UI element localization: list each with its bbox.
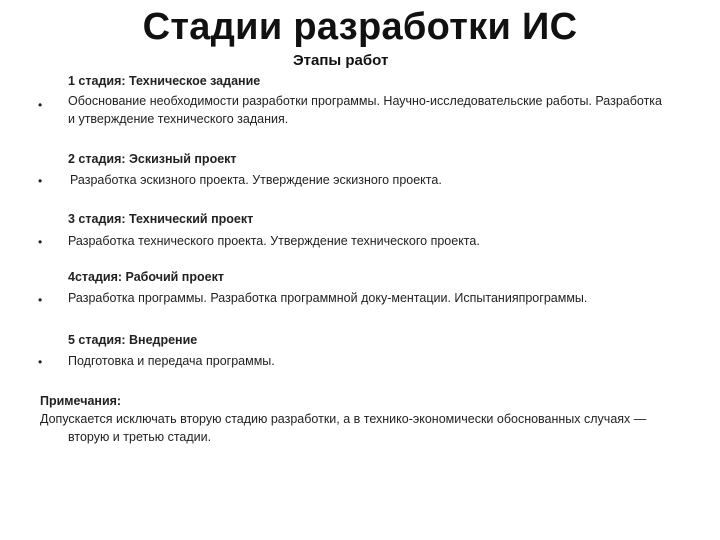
stage-4-bullet: •	[38, 293, 43, 307]
notes-section	[40, 392, 680, 446]
stage-1-bullet: •	[38, 98, 43, 112]
stage-1-heading: 1 стадия: Техническое задание	[68, 74, 261, 88]
stage-5-heading: 5 стадия: Внедрение	[68, 333, 198, 347]
stage-2-bullet: •	[38, 174, 43, 188]
page-subtitle: Этапы работ	[293, 52, 389, 69]
stage-2-heading: 2 стадия: Эскизный проект	[68, 152, 237, 166]
stage-4-heading: 4стадия: Рабочий проект	[68, 270, 224, 284]
page-title: Стадии разработки ИС	[142, 6, 578, 48]
notes-title: Примечания:	[40, 394, 122, 408]
stage-4-body: Разработка программы. Разработка программной доку-ментации. Испытанияпрограммы.	[68, 291, 588, 305]
notes-text: Допускается исключать вторую стадию разработки, а в технико-экономически обоснованных случаях — вторую и третью стадии.	[40, 412, 647, 444]
stage-1-body: Обоснование необходимости разработки программы. Научно-исследовательские работы. Разработка и утверждение технического задания.	[68, 94, 663, 126]
stage-3-heading: 3 стадия: Технический проект	[68, 212, 254, 226]
stage-5-body: Подготовка и передача программы.	[68, 354, 275, 368]
stage-3-body: Разработка технического проекта. Утверждение технического проекта.	[68, 234, 480, 248]
stage-2-body: Разработка эскизного проекта. Утверждение эскизного проекта.	[70, 173, 442, 187]
stage-3-bullet: •	[38, 235, 43, 249]
stage-5-bullet: •	[38, 355, 43, 369]
